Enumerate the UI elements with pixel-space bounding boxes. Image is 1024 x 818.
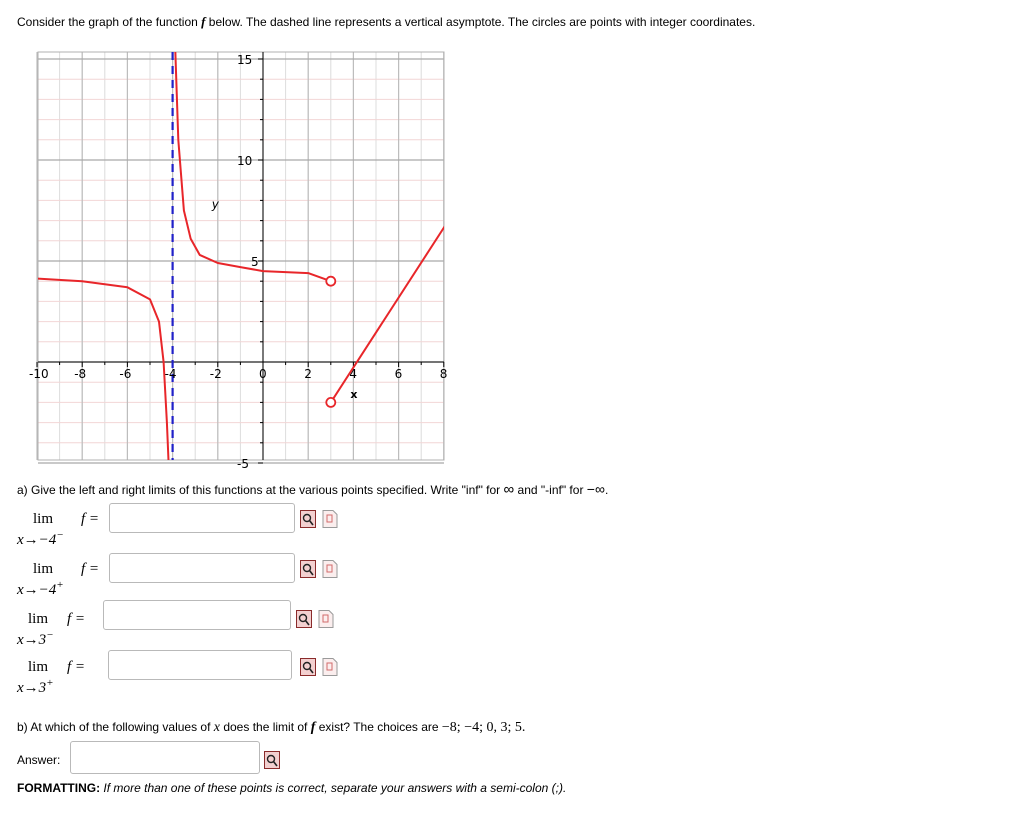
lim-f: f =	[81, 561, 100, 577]
answer-label: Answer:	[17, 753, 61, 767]
lim-sup: −	[56, 529, 64, 541]
x-tick-label: -2	[209, 367, 222, 381]
inf-symbol: ∞	[503, 481, 515, 498]
y-tick-label: 5	[251, 255, 259, 269]
open-point	[326, 277, 335, 286]
help-document-icon[interactable]	[322, 658, 338, 676]
intro-text: Consider the graph of the function	[17, 15, 202, 29]
intro-text-2: below. The dashed line represents a vertical asymptote. The circles are points with integer coordinates.	[205, 15, 756, 29]
part-b-end: exist? The choices are	[315, 720, 442, 734]
choices: −8; −4; 0, 3; 5.	[441, 720, 526, 735]
x-tick-label: 4	[349, 367, 358, 381]
limit-answer-input-3[interactable]	[103, 600, 291, 630]
x-tick-label: 6	[394, 367, 403, 381]
preview-icon[interactable]	[300, 510, 316, 528]
limit-row-2	[17, 560, 377, 604]
part-b-text: b) At which of the following values of	[17, 720, 214, 734]
limit-answer-input-2[interactable]	[109, 553, 295, 583]
help-document-icon[interactable]	[322, 560, 338, 578]
x-tick-label: -6	[119, 367, 132, 381]
lim-f: f =	[67, 611, 86, 627]
limit-answer-input-4[interactable]	[108, 650, 292, 680]
formatting-text: If more than one of these points is correct, separate your answers with a semi-colon (;).	[100, 781, 567, 795]
y-tick-label: 15	[237, 53, 253, 67]
lim-sub-text: x→3	[17, 632, 47, 648]
var-x: x	[213, 720, 220, 735]
part-a-label	[17, 481, 608, 498]
minor-grid	[38, 52, 444, 460]
help-document-icon[interactable]	[318, 610, 334, 628]
y-tick-label: 10	[237, 154, 253, 168]
lim-word: lim	[28, 611, 49, 627]
answer-input[interactable]	[70, 741, 260, 774]
lim-sup: +	[56, 579, 64, 591]
part-a-mid: and "-inf" for	[514, 483, 587, 497]
function-name: f	[201, 14, 206, 29]
x-tick-label: -8	[74, 367, 87, 381]
x-tick-label: 8	[439, 367, 448, 381]
plot-frame	[38, 52, 444, 460]
y-axis-label: y	[211, 197, 219, 212]
x-tick-label: -4	[164, 367, 177, 381]
part-b-mid: does the limit of	[220, 720, 311, 734]
x-tick-label: 2	[304, 367, 312, 381]
x-tick-label: 0	[259, 367, 267, 381]
lim-word: lim	[33, 511, 54, 527]
open-point	[326, 398, 335, 407]
formatting-note	[17, 781, 566, 795]
lim-subscript	[17, 529, 64, 549]
limit-row-4	[17, 658, 377, 702]
lim-sub-text: x→−4	[17, 582, 57, 598]
lim-sup: +	[46, 677, 54, 689]
lim-sub-text: x→3	[17, 680, 47, 696]
limit-answer-input-1[interactable]	[109, 503, 295, 533]
lim-subscript	[17, 677, 54, 697]
part-a-text: a) Give the left and right limits of this functions at the various points specified. Write "inf" for	[17, 483, 504, 497]
lim-sup: −	[46, 629, 54, 641]
lim-subscript	[17, 629, 54, 649]
limit-row-1	[17, 510, 377, 554]
neg-inf-symbol: −∞	[586, 481, 605, 497]
lim-word: lim	[33, 561, 54, 577]
preview-icon[interactable]	[300, 560, 316, 578]
part-b-label	[17, 720, 525, 736]
lim-sub-text: x→−4	[17, 532, 57, 548]
lim-word: lim	[28, 659, 49, 675]
lim-f: f =	[67, 659, 86, 675]
limit-row-3	[17, 610, 377, 654]
y-tick-label: -5	[237, 457, 249, 470]
lim-subscript	[17, 579, 64, 599]
x-axis-label: x	[350, 388, 358, 401]
function-name-b: f	[310, 720, 316, 735]
preview-icon[interactable]	[300, 658, 316, 676]
lim-f: f =	[81, 511, 100, 527]
part-a-end: .	[604, 483, 609, 497]
preview-icon[interactable]	[264, 751, 280, 769]
x-tick-label: -10	[29, 367, 49, 381]
help-document-icon[interactable]	[322, 510, 338, 528]
preview-icon[interactable]	[296, 610, 312, 628]
formatting-label: FORMATTING:	[17, 781, 101, 795]
